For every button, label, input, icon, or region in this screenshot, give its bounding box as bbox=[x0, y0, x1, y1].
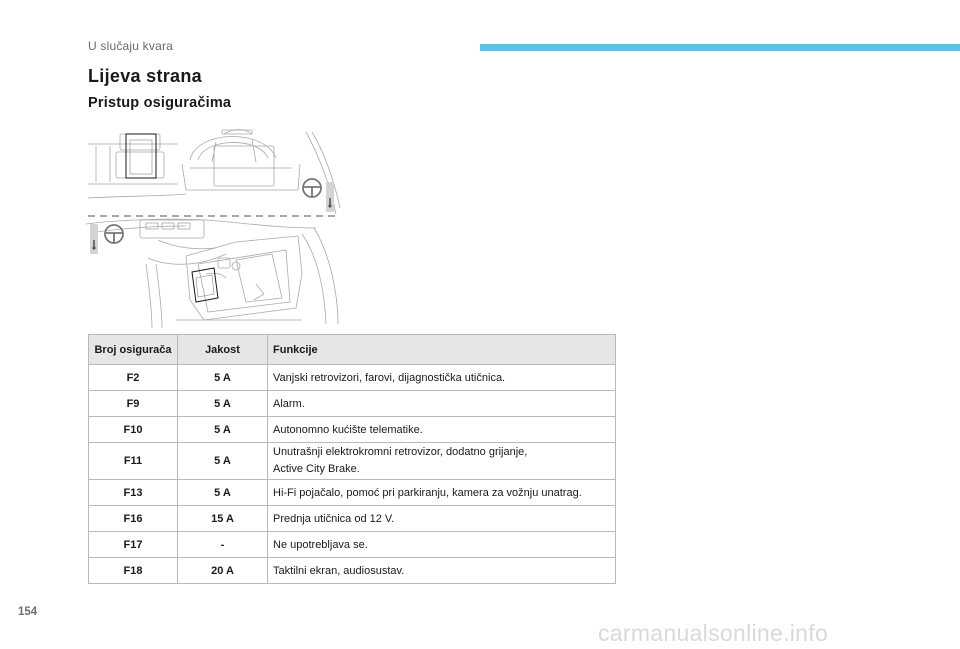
steering-wheel-left-hand-drive-icon bbox=[90, 224, 123, 254]
section-label: U slučaju kvara bbox=[88, 39, 174, 53]
function-cell bbox=[268, 443, 616, 480]
function-cell: Prednja utičnica od 12 V. bbox=[268, 506, 616, 532]
fuse-access-illustration bbox=[86, 124, 342, 328]
amperage-cell: 5 A bbox=[178, 417, 268, 443]
fuse-number-cell: F18 bbox=[89, 558, 178, 584]
fuse-number-cell: F13 bbox=[89, 480, 178, 506]
amperage-cell: - bbox=[178, 532, 268, 558]
column-header-fuse-number: Broj osigurača bbox=[89, 335, 178, 365]
amperage-cell: 5 A bbox=[178, 443, 268, 480]
column-header-functions: Funkcije bbox=[268, 335, 616, 365]
fuse-number-cell: F11 bbox=[89, 443, 178, 480]
amperage-cell: 5 A bbox=[178, 365, 268, 391]
table-row bbox=[89, 391, 616, 417]
table-row bbox=[89, 558, 616, 584]
page-number: 154 bbox=[18, 606, 38, 618]
fuse-number-cell: F16 bbox=[89, 506, 178, 532]
function-text-line-1: Unutrašnji elektrokromni retrovizor, dodatno grijanje, bbox=[273, 446, 528, 458]
function-cell: Ne upotrebljava se. bbox=[268, 532, 616, 558]
fuse-table bbox=[88, 334, 616, 584]
amperage-cell: 15 A bbox=[178, 506, 268, 532]
function-cell: Taktilni ekran, audiosustav. bbox=[268, 558, 616, 584]
amperage-cell: 5 A bbox=[178, 480, 268, 506]
header-accent-bar bbox=[480, 44, 960, 51]
page-subtitle: Pristup osiguračima bbox=[88, 95, 232, 111]
fuse-number-cell: F17 bbox=[89, 532, 178, 558]
table-row bbox=[89, 417, 616, 443]
column-header-amperage: Jakost bbox=[178, 335, 268, 365]
table-row bbox=[89, 443, 616, 480]
table-row bbox=[89, 365, 616, 391]
function-cell: Vanjski retrovizori, farovi, dijagnostička utičnica. bbox=[268, 365, 616, 391]
function-cell: Hi-Fi pojačalo, pomoć pri parkiranju, kamera za vožnju unatrag. bbox=[268, 480, 616, 506]
amperage-cell: 20 A bbox=[178, 558, 268, 584]
amperage-cell: 5 A bbox=[178, 391, 268, 417]
function-cell: Autonomno kućište telematike. bbox=[268, 417, 616, 443]
function-text-line-2: Active City Brake. bbox=[273, 463, 360, 475]
table-row bbox=[89, 532, 616, 558]
table-header-row bbox=[89, 335, 616, 365]
table-row bbox=[89, 506, 616, 532]
fuse-number-cell: F10 bbox=[89, 417, 178, 443]
table-row bbox=[89, 480, 616, 506]
steering-wheel-right-hand-drive-icon bbox=[303, 179, 334, 212]
fuse-number-cell: F9 bbox=[89, 391, 178, 417]
fuse-number-cell: F2 bbox=[89, 365, 178, 391]
watermark-link[interactable]: carmanualsonline.info bbox=[598, 620, 829, 646]
page-title: Lijeva strana bbox=[88, 66, 202, 86]
function-cell: Alarm. bbox=[268, 391, 616, 417]
